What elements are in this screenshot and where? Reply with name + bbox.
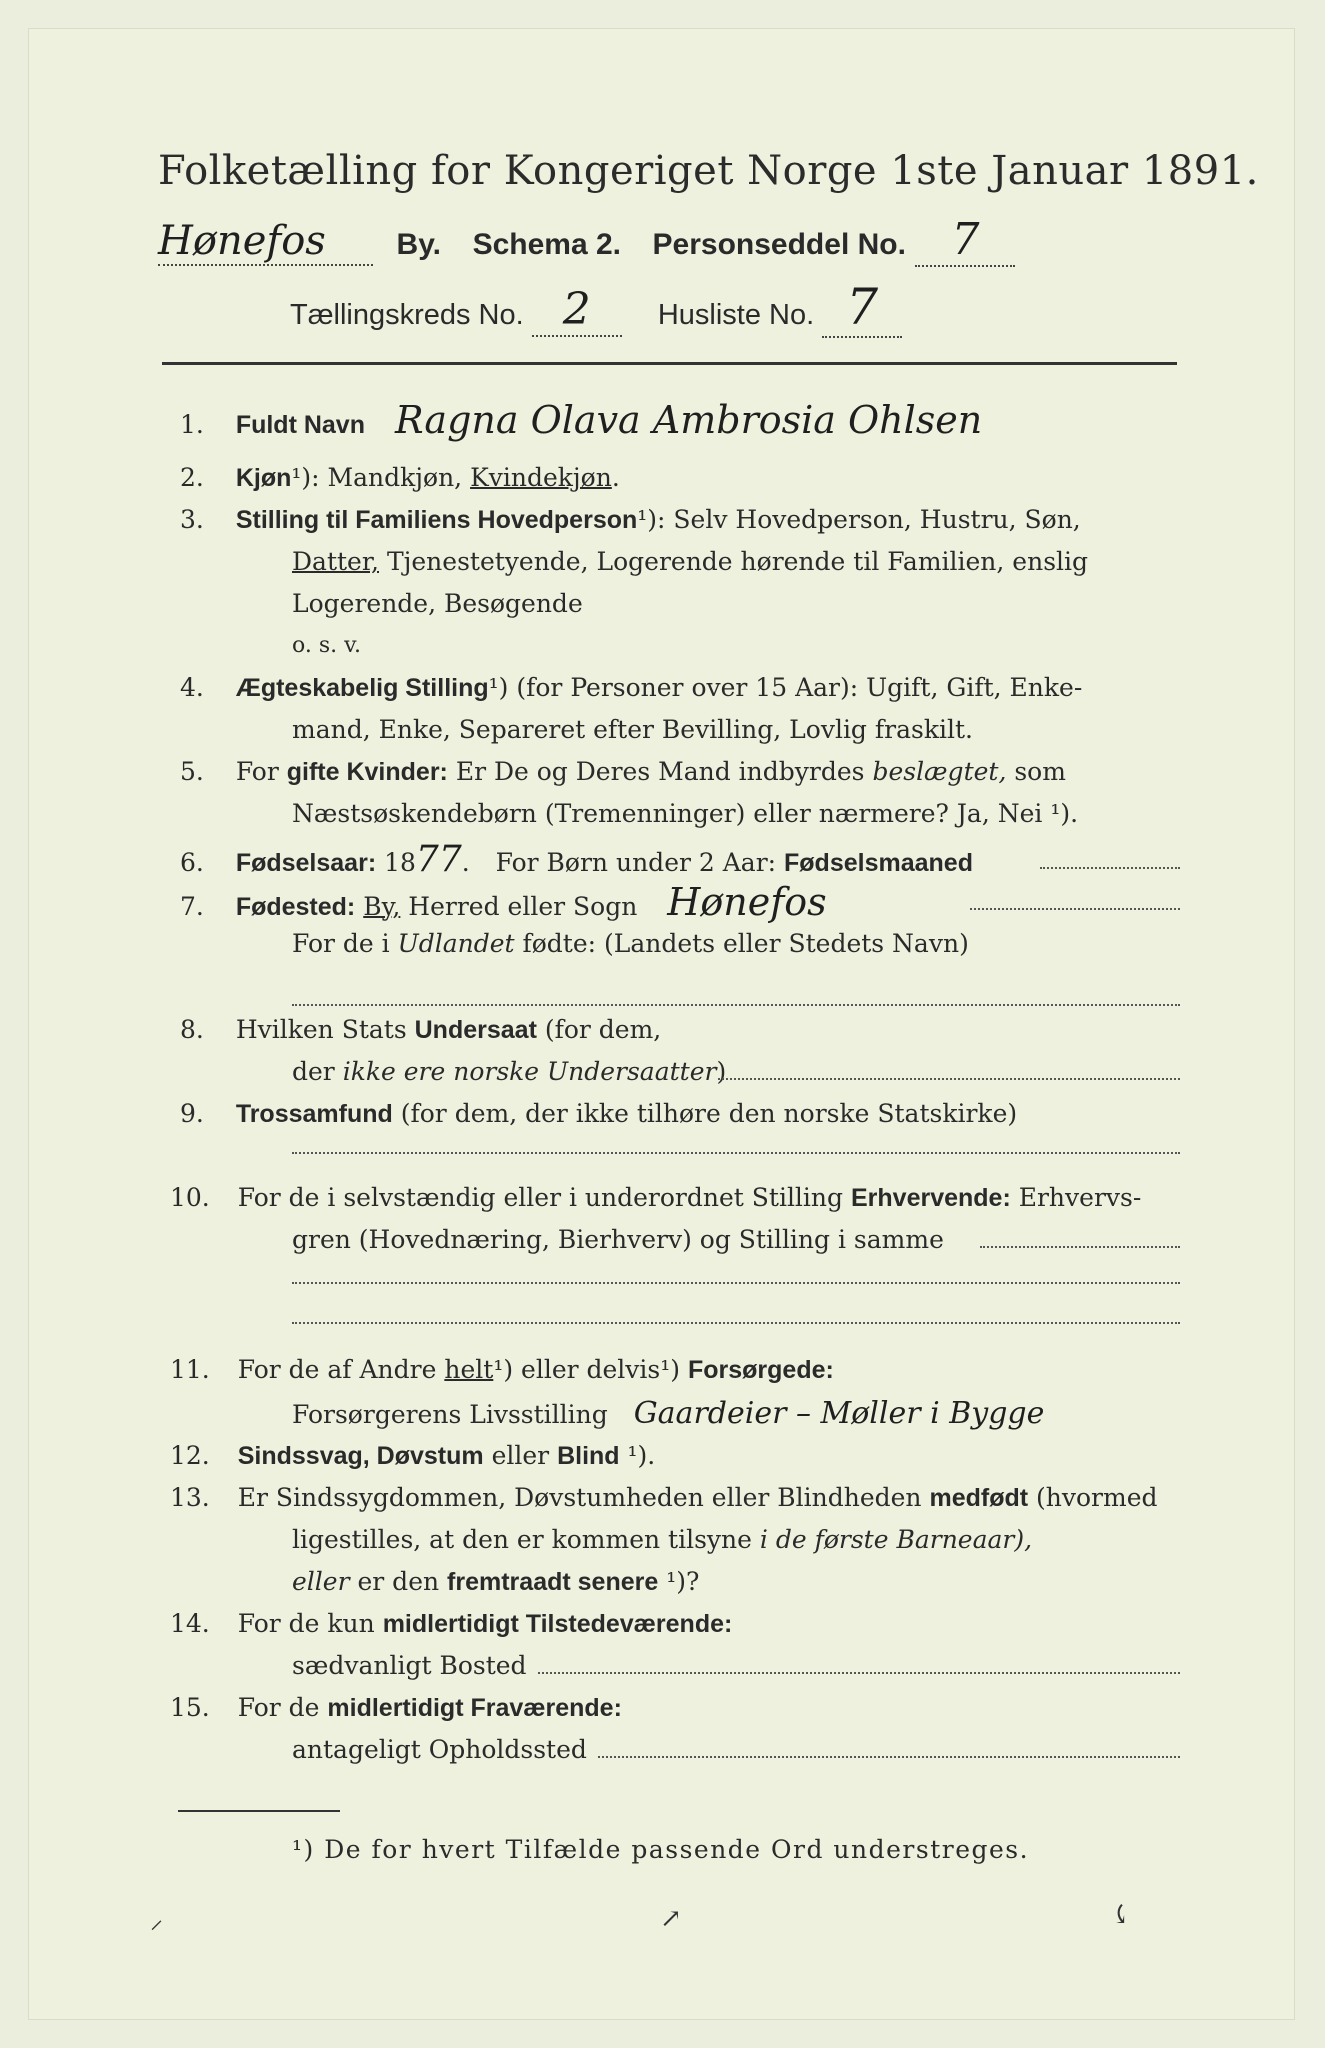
item-number: 10. xyxy=(170,1183,210,1212)
item-text-italic: Udlandet xyxy=(397,929,515,958)
item-text: For xyxy=(235,757,287,786)
item-text: Hvilken Stats xyxy=(235,1015,415,1044)
footnote-mark: ¹). xyxy=(619,1441,656,1470)
item-15-line-2: antageligt Opholdssted xyxy=(292,1735,587,1764)
item-15 xyxy=(170,1688,622,1728)
fill-line xyxy=(718,1078,1180,1080)
item-11 xyxy=(170,1350,834,1390)
item-text: fødte: (Landets eller Stedets Navn) xyxy=(514,929,969,958)
pen-mark: ⤹ xyxy=(1110,1900,1132,1930)
item-text: 18 xyxy=(376,848,416,877)
item-14-line-2: sædvanligt Bosted xyxy=(292,1651,527,1680)
item-label: Sindssvag, Døvstum xyxy=(237,1442,484,1470)
footnote: ¹) De for hvert Tilfælde passende Ord understreges. xyxy=(292,1835,1030,1864)
kvindekjon-underlined: Kvindekjøn xyxy=(470,463,612,492)
item-text: ¹)? xyxy=(658,1567,700,1596)
item-text: Forsørgerens Livsstilling xyxy=(292,1400,608,1429)
item-label: Forsørgede: xyxy=(687,1356,834,1384)
fill-line xyxy=(292,1282,1180,1284)
item-label: Fuldt Navn xyxy=(235,411,365,439)
item-number: 5. xyxy=(180,757,204,786)
item-label: Fødselsaar: xyxy=(235,849,377,877)
item-text: For de kun xyxy=(237,1609,383,1638)
item-number: 14. xyxy=(170,1609,210,1638)
item-label: midlertidigt Tilstedeværende: xyxy=(382,1610,733,1638)
item-text: For de af Andre xyxy=(237,1355,445,1384)
item-label: fremtraadt senere xyxy=(447,1568,659,1596)
item-12 xyxy=(170,1436,655,1476)
pen-mark: ⸝ xyxy=(150,1905,164,1935)
fill-line xyxy=(538,1672,1180,1674)
item-number: 12. xyxy=(170,1441,210,1470)
footnote-divider xyxy=(178,1810,340,1812)
item-label: Kjøn xyxy=(235,464,292,492)
item-text: For de i selvstændig eller i underordnet Stilling xyxy=(237,1183,851,1212)
item-text: ¹) eller delvis¹) xyxy=(493,1355,688,1384)
pen-mark: ↗ xyxy=(660,1904,682,1934)
item-label: Fødested: xyxy=(235,893,356,921)
item-10 xyxy=(170,1178,1141,1218)
birthplace-handwritten: Hønefos xyxy=(667,880,827,924)
item-5-line-2: Næstsøskendebørn (Tremenninger) eller nærmere? Ja, Nei ¹). xyxy=(292,799,1079,828)
personseddel-number: 7 xyxy=(915,214,1015,267)
item-label: Trossamfund xyxy=(235,1100,393,1128)
item-text: Erhvervs- xyxy=(1010,1183,1142,1212)
item-11-line-2 xyxy=(292,1394,1044,1435)
item-text-italic: eller xyxy=(292,1567,350,1596)
kreds-label: Tællingskreds No. xyxy=(290,299,524,331)
item-3-line-2 xyxy=(292,542,1088,582)
fill-line xyxy=(292,1004,1180,1006)
item-10-line-2: gren (Hovednæring, Bierhverv) og Stilling i samme xyxy=(292,1225,944,1254)
item-number: 4. xyxy=(180,673,204,702)
item-text: (for dem, der ikke tilhøre den norske Statskirke) xyxy=(392,1099,1018,1128)
fill-line xyxy=(980,1246,1180,1248)
item-2: 2. Kjøn¹): Mandkjøn, Kvindekjøn. xyxy=(180,463,620,492)
item-text: : Selv Hovedperson, Hustru, Søn, xyxy=(657,505,1081,534)
item-label: Undersaat xyxy=(414,1016,537,1044)
item-number: 15. xyxy=(170,1693,210,1722)
item-label: Fødselsmaaned xyxy=(784,849,973,877)
item-text-italic: i de første Barneaar), xyxy=(759,1525,1033,1554)
item-4-line-2: mand, Enke, Separeret efter Bevilling, Lovlig fraskilt. xyxy=(292,715,973,744)
item-label: Stilling til Familiens Hovedperson xyxy=(235,506,638,534)
datter-underlined: Datter, xyxy=(292,547,379,576)
item-text: Tjenestetyende, Logerende hørende til Familien, enslig xyxy=(379,547,1089,576)
item-text: Herred eller Sogn xyxy=(400,892,638,921)
item-number: 2. xyxy=(180,463,204,492)
item-number: 13. xyxy=(170,1483,210,1512)
item-text-italic: beslægtet, xyxy=(872,757,1007,786)
item-text: (for Personer over 15 Aar): Ugift, Gift, Enke- xyxy=(508,673,1083,702)
item-label: medfødt xyxy=(929,1484,1029,1512)
item-text: ) xyxy=(716,1057,727,1086)
kreds-number: 2 xyxy=(532,284,622,337)
item-text-italic: ikke ere norske Undersaatter xyxy=(342,1057,717,1086)
header-divider xyxy=(162,362,1177,365)
item-7 xyxy=(180,882,827,927)
form-title: Folketælling for Kongeriget Norge 1ste Januar 1891. xyxy=(158,148,1259,194)
birth-year-handwritten: 77 xyxy=(415,839,462,880)
header-line-2 xyxy=(158,214,1015,267)
item-number: 8. xyxy=(180,1015,204,1044)
husliste-label: Husliste No. xyxy=(657,299,815,331)
item-text: er den xyxy=(349,1567,448,1596)
item-number: 6. xyxy=(180,848,204,877)
item-text: som xyxy=(1006,757,1066,786)
fill-line xyxy=(970,908,1180,910)
provider-occupation-handwritten: Gaardeier – Møller i Bygge xyxy=(633,1396,1045,1431)
item-number: 11. xyxy=(170,1355,210,1384)
item-3 xyxy=(180,500,1081,540)
item-7-line-2 xyxy=(292,924,969,964)
item-1 xyxy=(180,400,982,445)
by-label: By. xyxy=(396,228,442,261)
item-label: Blind xyxy=(557,1442,620,1470)
item-number: 1. xyxy=(180,410,204,439)
item-3-line-3: Logerende, Besøgende xyxy=(292,589,583,618)
helt-underlined: helt xyxy=(444,1355,494,1384)
item-13-line-2 xyxy=(292,1520,1032,1560)
item-9 xyxy=(180,1094,1017,1134)
item-text: For de xyxy=(237,1693,328,1722)
item-label: Ægteskabelig Stilling xyxy=(235,674,489,702)
fill-line xyxy=(1040,867,1180,869)
item-number: 9. xyxy=(180,1099,204,1128)
item-number: 7. xyxy=(180,892,204,921)
item-5 xyxy=(180,752,1066,792)
item-13-line-3 xyxy=(292,1562,699,1602)
footnote-mark: ¹) xyxy=(291,463,312,492)
item-text: (for dem, xyxy=(536,1015,662,1044)
personseddel-label: Personseddel No. xyxy=(652,228,906,261)
item-8-line-2 xyxy=(292,1052,726,1092)
item-text: : Mandkjøn, xyxy=(311,463,471,492)
item-label: Erhvervende: xyxy=(850,1184,1011,1212)
item-8 xyxy=(180,1010,661,1050)
fill-line xyxy=(292,1322,1180,1324)
item-label: gifte Kvinder: xyxy=(286,758,448,786)
item-text: Er De og Deres Mand indbyrdes xyxy=(447,757,873,786)
by-underlined: By, xyxy=(363,892,401,921)
header-line-3 xyxy=(290,278,902,338)
item-13 xyxy=(170,1478,1158,1518)
item-6: 6. Fødselsaar: 1877. For Børn under 2 Aar: Fødselsmaaned xyxy=(180,839,973,880)
footnote-mark: ¹) xyxy=(637,505,658,534)
item-text: eller xyxy=(483,1441,558,1470)
item-text: ligestilles, at den er kommen tilsyne xyxy=(292,1525,760,1554)
item-14 xyxy=(170,1604,732,1644)
husliste-number: 7 xyxy=(822,278,902,338)
item-text: For Børn under 2 Aar: xyxy=(487,848,785,877)
fill-line xyxy=(292,1152,1180,1154)
footnote-mark: ¹) xyxy=(488,673,509,702)
full-name-handwritten: Ragna Olava Ambrosia Ohlsen xyxy=(394,398,983,442)
item-text: (hvormed xyxy=(1028,1483,1158,1512)
item-4 xyxy=(180,668,1082,708)
item-text: der xyxy=(292,1057,343,1086)
item-text: For de i xyxy=(292,929,398,958)
item-3-line-4: o. s. v. xyxy=(292,633,361,658)
item-number: 3. xyxy=(180,505,204,534)
item-label: midlertidigt Fraværende: xyxy=(327,1694,622,1722)
item-text: Er Sindssygdommen, Døvstumheden eller Blindheden xyxy=(237,1483,930,1512)
schema-label: Schema 2. xyxy=(472,228,621,261)
fill-line xyxy=(598,1756,1180,1758)
place-handwritten: Hønefos xyxy=(158,218,373,266)
